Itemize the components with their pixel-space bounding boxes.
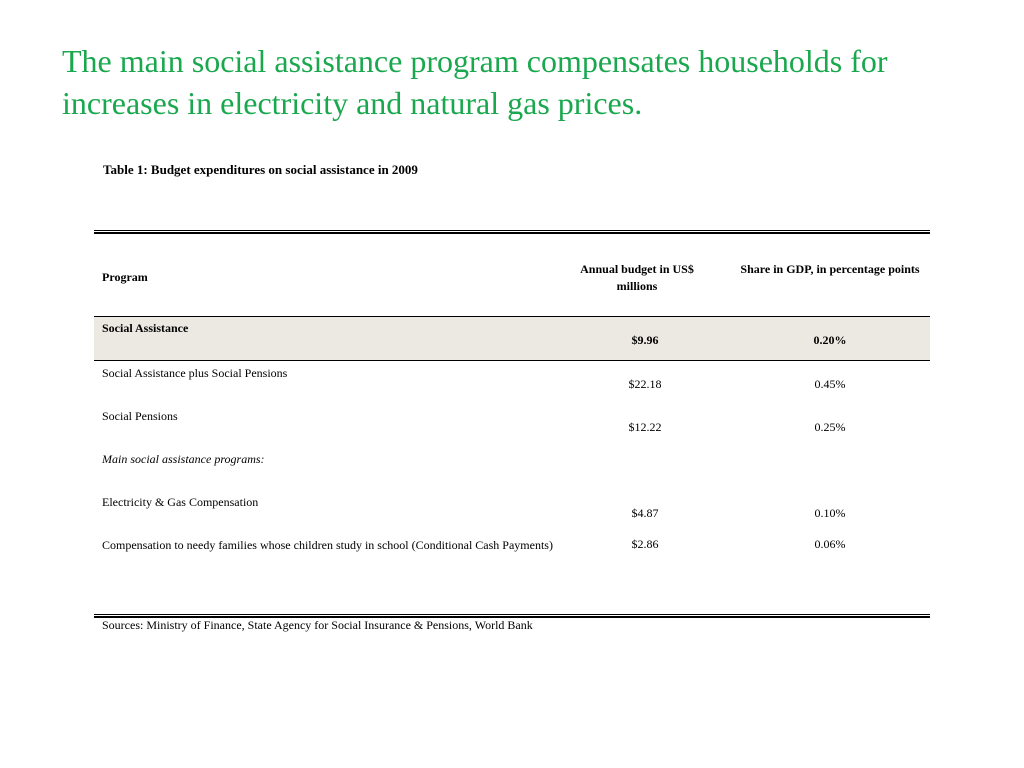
section-heading: Main social assistance programs: — [102, 452, 265, 466]
slide-title: The main social assistance program compensates households for increases in electricity and natural gas prices. — [62, 43, 888, 121]
budget-table — [94, 230, 930, 593]
header-program: Program — [102, 270, 148, 284]
row-gdp: 0.10% — [814, 506, 846, 520]
table-sources: Sources: Ministry of Finance, State Agency for Social Insurance & Pensions, World Bank — [102, 618, 533, 632]
row-label: Electricity & Gas Compensation — [102, 495, 259, 509]
row-gdp: 0.06% — [814, 537, 846, 551]
table-caption: Table 1: Budget expenditures on social assistance in 2009 — [103, 162, 418, 177]
header-budget: Annual budget in US$ millions — [580, 262, 694, 293]
row-gdp: 0.20% — [813, 333, 847, 347]
table-header-row — [94, 234, 930, 316]
header-gdp: Share in GDP, in percentage points — [740, 262, 920, 276]
table-row-section-heading — [94, 447, 930, 490]
table-row — [94, 361, 930, 404]
row-budget: $12.22 — [628, 420, 662, 434]
table-row — [94, 490, 930, 533]
row-budget: $4.87 — [631, 506, 659, 520]
row-gdp: 0.25% — [814, 420, 846, 434]
row-gdp: 0.45% — [814, 377, 846, 391]
table-row-social-assistance — [94, 316, 930, 361]
row-label: Social Assistance plus Social Pensions — [102, 366, 288, 380]
table-row — [94, 533, 930, 593]
row-budget: $2.86 — [631, 537, 659, 551]
row-label: Compensation to needy families whose children study in school (Conditional Cash Payments) — [102, 538, 553, 552]
row-label: Social Assistance — [102, 321, 189, 335]
row-budget: $22.18 — [628, 377, 662, 391]
table-row — [94, 404, 930, 447]
row-label: Social Pensions — [102, 409, 178, 423]
row-budget: $9.96 — [631, 333, 659, 347]
